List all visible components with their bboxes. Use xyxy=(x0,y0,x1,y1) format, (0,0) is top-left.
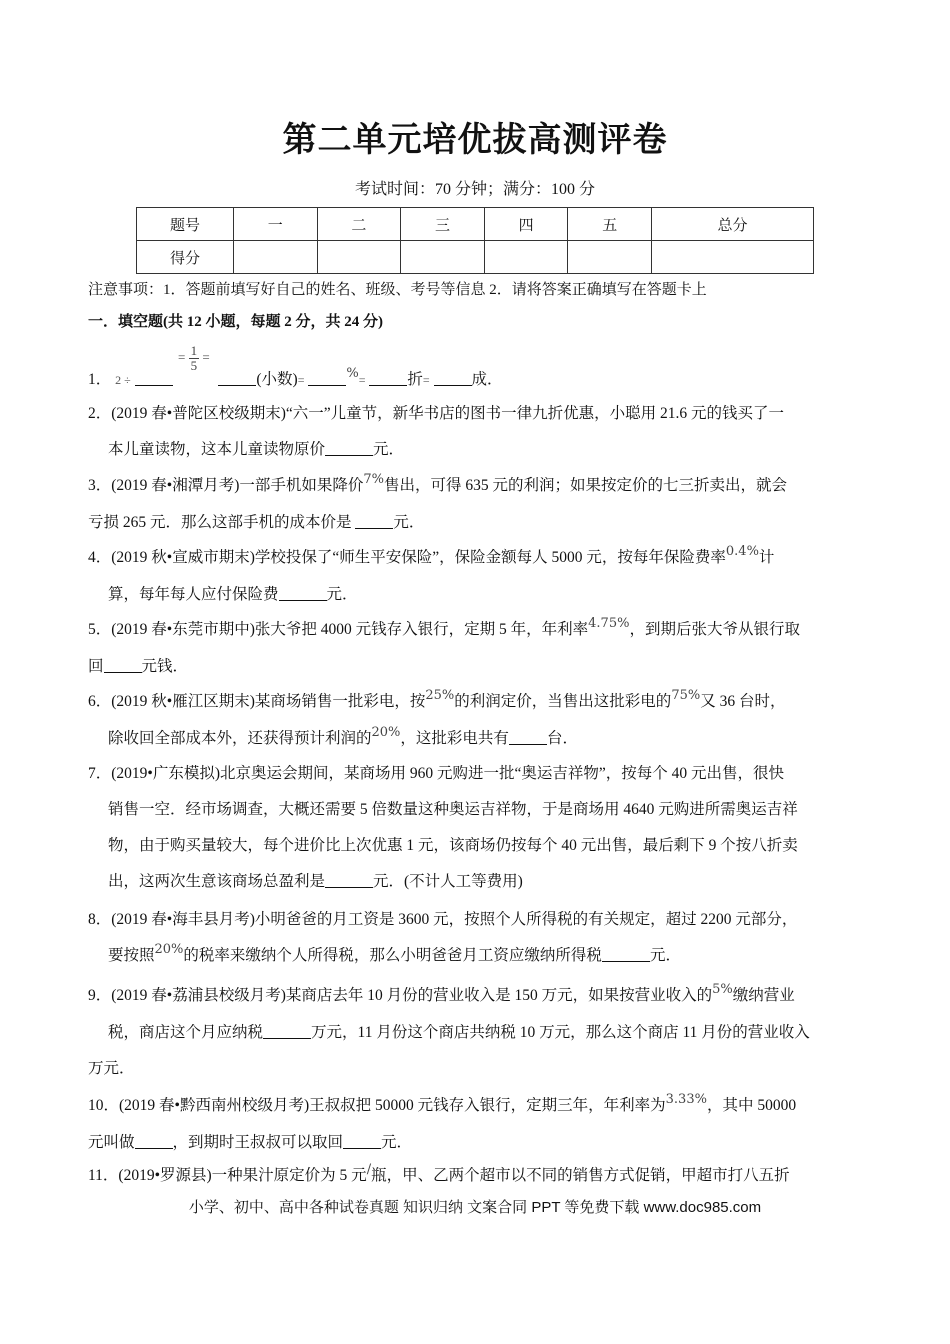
answer-blank[interactable] xyxy=(308,369,346,386)
question-text: 元． xyxy=(381,1134,413,1151)
question-text: 税，商店这个月应纳税 xyxy=(108,1024,264,1041)
percent-value: 20% xyxy=(154,942,184,957)
question-text: 本儿童读物，这本儿童读物原价 xyxy=(108,441,326,458)
question-text: 元．(不计人工等费用) xyxy=(373,873,523,890)
answer-blank[interactable] xyxy=(355,512,393,529)
score-row-label: 得分 xyxy=(137,241,234,274)
question-10 xyxy=(88,1088,864,1161)
question-text: 回 xyxy=(88,658,104,675)
score-header-cell: 二 xyxy=(317,208,401,241)
question-text: 5．(2019 春•东莞市期中)张大爷把 4000 元钱存入银行，定期 5 年，年利率 xyxy=(88,621,589,638)
question-text: ，到期后张大爷从银行取 xyxy=(629,621,800,638)
question-text: 元钱． xyxy=(141,658,189,675)
fraction-numerator: 1 xyxy=(190,343,198,358)
answer-blank[interactable] xyxy=(263,1022,311,1039)
question-text: 万元． xyxy=(88,1060,135,1077)
score-table-score-row xyxy=(137,241,814,274)
percent-value: 4.75% xyxy=(588,616,630,631)
percent-value: 20% xyxy=(371,725,401,740)
score-header-cell: 题号 xyxy=(137,208,234,241)
question-2 xyxy=(88,396,864,468)
answer-blank[interactable] xyxy=(369,369,407,386)
question-7 xyxy=(88,756,864,900)
question-9 xyxy=(88,978,864,1087)
question-text: 除收回全部成本外，还获得预计利润的 xyxy=(108,730,372,747)
slash-sign: / xyxy=(366,1162,372,1177)
score-header-cell: 三 xyxy=(401,208,485,241)
answer-blank[interactable] xyxy=(279,584,327,601)
percent-value: 25% xyxy=(425,688,455,703)
question-line xyxy=(88,864,864,900)
question-text: 元． xyxy=(373,441,405,458)
page-title: 第二单元培优拔高测评卷 xyxy=(282,122,668,159)
score-table xyxy=(136,207,814,274)
question-5 xyxy=(88,612,864,685)
question-text: ，这批彩电共有 xyxy=(400,730,509,747)
percent-value: 0.4% xyxy=(725,544,759,559)
answer-blank[interactable] xyxy=(602,945,650,962)
fraction-denominator: 5 xyxy=(190,358,198,373)
equals-sign: = xyxy=(422,373,430,387)
exam-info: 考试时间：70 分钟；满分：100 分 xyxy=(354,181,595,198)
notice-text: 注意事项：1．答题前填写好自己的姓名、班级、考号等信息 2．请将答案正确填写在答题卡上 xyxy=(88,282,707,298)
question-4 xyxy=(88,540,864,613)
score-header-cell: 一 xyxy=(234,208,318,241)
question-line xyxy=(88,432,864,468)
answer-blank[interactable] xyxy=(509,728,547,745)
question-text: 10．(2019 春•黔西南州校级月考)王叔叔把 50000 元钱存入银行，定期三年，年利率为 xyxy=(88,1097,666,1114)
question-8 xyxy=(88,902,864,975)
equals-sign: = xyxy=(178,349,186,365)
footer-text: 小学、初中、高中各种试卷真题 知识归纳 文案合同 PPT 等免费下载 www.doc985.com xyxy=(188,1199,762,1216)
score-cell[interactable] xyxy=(652,241,814,274)
question-text: 瓶，甲、乙两个超市以不同的销售方式促销，甲超市打八五折 xyxy=(371,1167,790,1184)
question-text: 亏损 265 元．那么这部手机的成本价是 xyxy=(88,514,352,531)
question-3 xyxy=(88,468,864,541)
answer-blank[interactable] xyxy=(434,369,472,386)
score-cell[interactable] xyxy=(234,241,318,274)
question-text: 4．(2019 秋•宣威市期末)学校投保了“师生平安保险”，保险金额每人 5000 元，按每年保险费率 xyxy=(88,549,726,566)
question-text: 销售一空．经市场调查，大概还需要 5 倍数量这种奥运吉祥物，于是商场用 4640 元购进所需奥运吉祥 xyxy=(108,801,798,818)
answer-blank[interactable] xyxy=(135,1132,173,1149)
score-cell[interactable] xyxy=(568,241,652,274)
question-text: 元． xyxy=(649,947,681,964)
score-header-cell: 总分 xyxy=(652,208,814,241)
answer-blank[interactable] xyxy=(325,871,373,888)
question-text: 台． xyxy=(546,730,578,747)
question-text: 9．(2019 春•荔浦县校级月考)某商店去年 10 月份的营业收入是 150 万元，如果按营业收入的 xyxy=(88,987,713,1004)
equals-sign: = xyxy=(297,373,305,387)
question-text: 11．(2019•罗源县)一种果汁原定价为 5 元 xyxy=(88,1167,367,1184)
question-6 xyxy=(88,684,864,758)
question-text: 万元，11 月份这个商店共纳税 10 万元，那么这个商店 11 月份的营业收入 xyxy=(311,1024,810,1041)
answer-blank[interactable] xyxy=(343,1132,381,1149)
section-heading: 一．填空题(共 12 小题，每题 2 分，共 24 分) xyxy=(88,314,383,330)
question-text: ，到期时王叔叔可以取回 xyxy=(172,1134,344,1151)
percent-value: 75% xyxy=(671,688,701,703)
question-text: 3．(2019 春•湘潭月考)一部手机如果降价 xyxy=(88,477,364,494)
score-cell[interactable] xyxy=(317,241,401,274)
answer-blank[interactable] xyxy=(135,369,173,386)
equals-sign: = xyxy=(358,373,366,387)
score-table-header-row xyxy=(137,208,814,241)
percent-sign: % xyxy=(346,366,359,381)
question-text: 2．(2019 春•普陀区校级期末)“六一”儿童节，新华书店的图书一律九折优惠，小聪用 21.6 元的钱买了一 xyxy=(88,405,785,422)
question-line xyxy=(88,721,864,758)
score-header-cell: 四 xyxy=(484,208,568,241)
question-text: 的利润定价，当售出这批彩电的 xyxy=(454,693,672,710)
question-text: 要按照 xyxy=(108,947,155,964)
question-text: 6．(2019 秋•雁江区期末)某商场销售一批彩电，按 xyxy=(88,693,426,710)
score-cell[interactable] xyxy=(401,241,485,274)
question-11 xyxy=(88,1158,864,1195)
question-text: 又 36 台时， xyxy=(700,693,786,710)
answer-blank[interactable] xyxy=(325,439,373,456)
question-line xyxy=(88,577,864,613)
question-line xyxy=(88,1015,864,1051)
question-text: 售出，可得 635 元的利润；如果按定价的七三折卖出，就会 xyxy=(384,477,788,494)
question-number: 1． xyxy=(88,371,112,388)
percent-value: 5% xyxy=(712,982,733,997)
question-text: 元． xyxy=(326,586,358,603)
question-text: 缴纳营业 xyxy=(732,987,795,1004)
question-text: 元． xyxy=(393,514,425,531)
answer-blank[interactable] xyxy=(104,656,142,673)
question-text: 物，由于购买量较大，每个进价比上次优惠 1 元，该商场仍按每个 40 元出售，最后剩下 9 个按八折卖 xyxy=(108,837,798,854)
score-cell[interactable] xyxy=(484,241,568,274)
question-text: 的税率来缴纳个人所得税，那么小明爸爸月工资应缴纳所得税 xyxy=(183,947,602,964)
question-text: 计 xyxy=(758,549,775,566)
q1-expression: 2 ÷ xyxy=(115,373,131,387)
question-1 xyxy=(88,362,864,399)
q1-text: 成． xyxy=(471,371,503,388)
q1-text: 折 xyxy=(407,371,423,388)
answer-blank[interactable] xyxy=(218,369,256,386)
equals-sign: = xyxy=(202,349,210,365)
question-text: 8．(2019 春•海丰县月考)小明爸爸的月工资是 3600 元，按照个人所得税的有关规定，超过 2200 元部分， xyxy=(88,911,798,928)
q1-text: (小数) xyxy=(256,371,298,388)
question-text: 7．(2019•广东模拟)北京奥运会期间，某商场用 960 元购进一批“奥运吉祥物”，按每个 40 元出售，很快 xyxy=(88,765,785,782)
question-text: ，其中 50000 xyxy=(706,1097,797,1114)
question-text: 算，每年每人应付保险费 xyxy=(108,586,279,603)
percent-value: 3.33% xyxy=(665,1092,707,1107)
question-line xyxy=(88,938,864,975)
question-text: 元叫做 xyxy=(88,1134,135,1151)
score-header-cell: 五 xyxy=(568,208,652,241)
question-text: 出，这两次生意该商场总盈利是 xyxy=(108,873,326,890)
percent-value: 7% xyxy=(363,472,385,487)
